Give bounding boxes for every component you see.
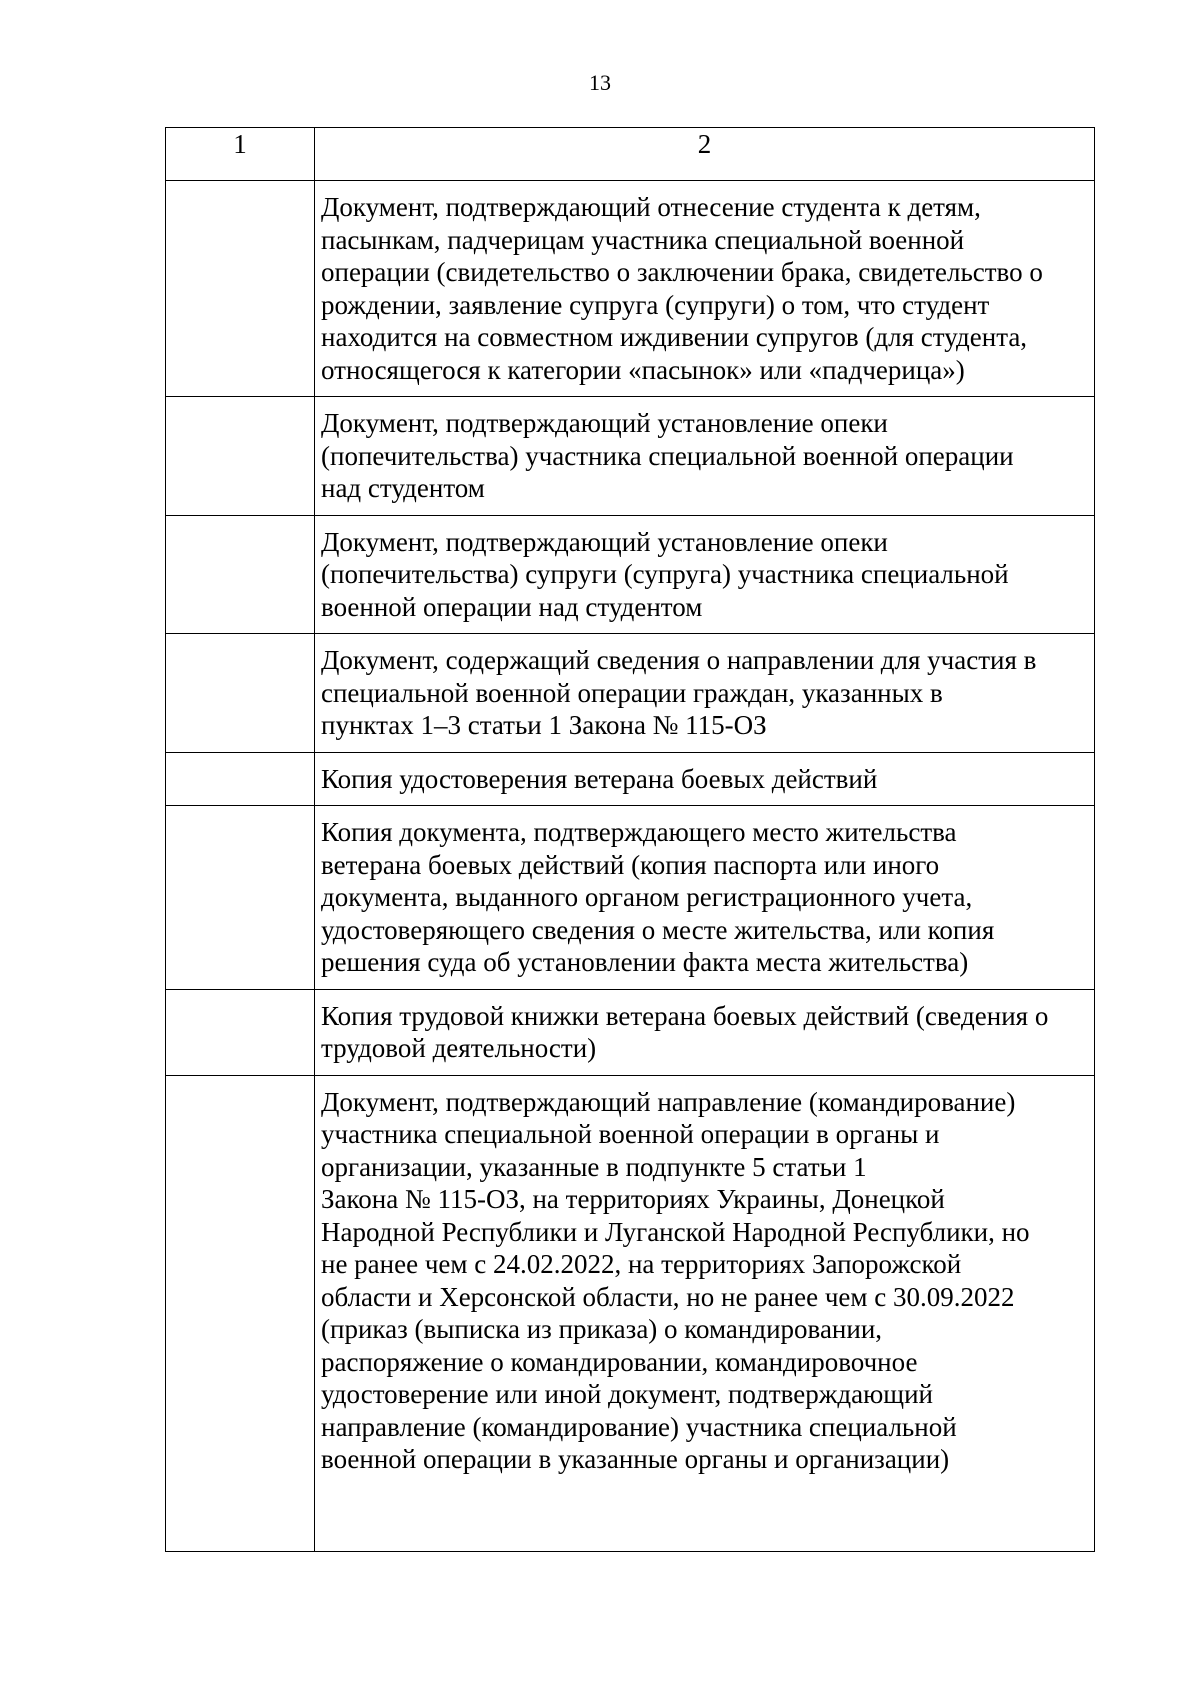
table-cell-col1 [166,515,315,634]
table-cell-col1 [166,806,315,990]
table-row [166,989,1095,1075]
documents-table [165,127,1095,1552]
table-cell-col1 [166,989,315,1075]
table-cell-col1 [166,752,315,806]
table-row [166,1075,1095,1551]
table-header-row [166,128,1095,181]
table-cell-col1 [166,181,315,397]
table-row [166,806,1095,990]
table-cell-document: Документ, подтверждающий отнесение студента к детям, пасынкам, падчерицам участника специальной военной операции (свидетельство о заключении брака, свидетельство о рождении, заявление супруга (супруги) о том, что студент находится на совместном иждивении супругов (для студента, относящегося к категории «пасынок» или «падчерица») [315,181,1095,397]
table-cell-document: Копия удостоверения ветерана боевых действий [315,752,1095,806]
table-cell-col1 [166,1075,315,1551]
table-row [166,515,1095,634]
table-row [166,397,1095,516]
column-header-1: 1 [166,128,315,181]
table-cell-document: Документ, содержащий сведения о направлении для участия в специальной военной операции граждан, указанных в пунктах 1–3 статьи 1 Закона № 115-ОЗ [315,634,1095,753]
table-cell-document: Документ, подтверждающий направление (командирование) участника специальной военной операции в органы и организации, указанные в подпункте 5 статьи 1 Закона № 115-ОЗ, на территориях Украины, Донецкой Народной Республики и Луганской Народной Республики, но не ранее чем с 24.02.2022, на территориях Запорожской области и Херсонской области, но не ранее чем с 30.09.2022 (приказ (выписка из приказа) о командировании, распоряжение о командировании, командировочное удостоверение или иной документ, подтверждающий направление (командирование) участника специальной военной операции в указанные органы и организации) [315,1075,1095,1551]
table-row [166,181,1095,397]
page-number: 13 [589,70,611,95]
table-cell-document: Документ, подтверждающий установление опеки (попечительства) участника специальной военной операции над студентом [315,397,1095,516]
table-cell-document: Копия документа, подтверждающего место жительства ветерана боевых действий (копия паспорта или иного документа, выданного органом регистрационного учета, удостоверяющего сведения о месте жительства, или копия решения суда об установлении факта места жительства) [315,806,1095,990]
table-cell-col1 [166,634,315,753]
column-header-2: 2 [315,128,1095,181]
table-cell-document: Документ, подтверждающий установление опеки (попечительства) супруги (супруга) участника специальной военной операции над студентом [315,515,1095,634]
table-row [166,752,1095,806]
table-row [166,634,1095,753]
table-cell-document: Копия трудовой книжки ветерана боевых действий (сведения о трудовой деятельности) [315,989,1095,1075]
table-cell-col1 [166,397,315,516]
